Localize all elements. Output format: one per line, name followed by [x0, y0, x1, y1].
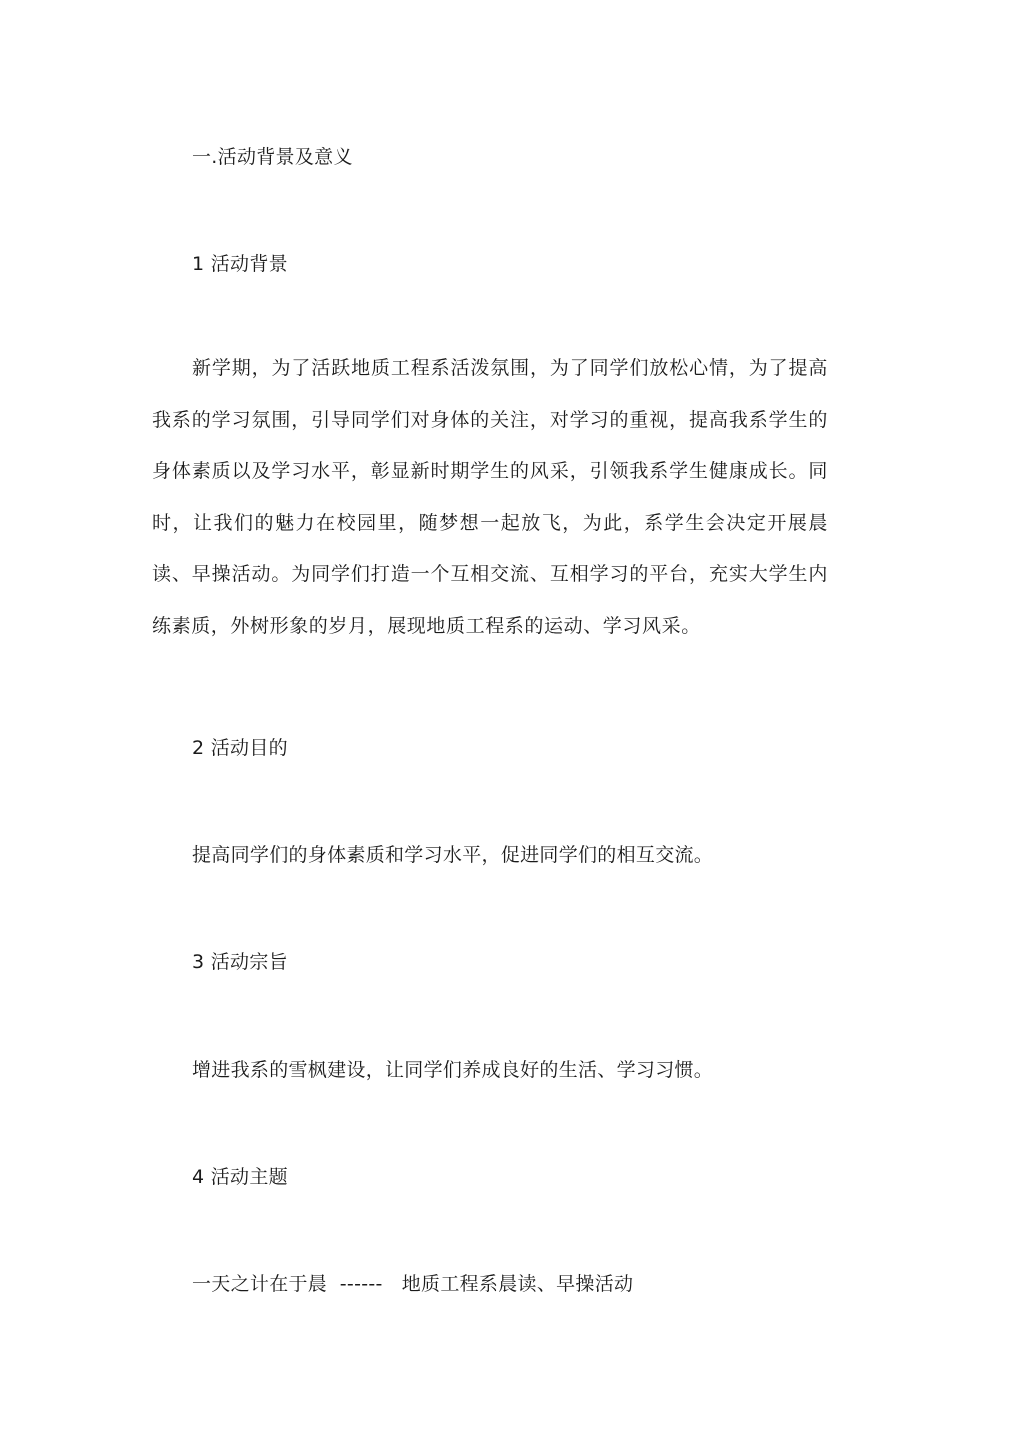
paragraph-activity-theme: 一天之计在于晨 ------ 地质工程系晨读、早操活动 — [192, 1273, 634, 1295]
section-title: 一.活动背景及意义 — [192, 146, 353, 168]
paragraph-activity-purpose: 提高同学们的身体素质和学习水平，促进同学们的相互交流。 — [192, 844, 714, 866]
heading-activity-tenet: 3 活动宗旨 — [192, 951, 288, 973]
paragraph-activity-background: 新学期，为了活跃地质工程系活泼氛围，为了同学们放松心情，为了提高我系的学习氛围，引导同学们对身体的关注，对学习的重视，提高我系学生的身体素质以及学习水平，彰显新时期学生的风采，引领我系学生健康成长。同时，让我们的魅力在校园里，随梦想一起放飞，为此，系学生会决定开展晨读、早操活动。为同学们打造一个互相交流、互相学习的平台，充实大学生内练素质，外树形象的岁月，展现地质工程系的运动、学习风采。 — [152, 357, 828, 637]
paragraph-activity-tenet: 增进我系的雪枫建设，让同学们养成良好的生活、学习习惯。 — [192, 1059, 714, 1081]
heading-activity-theme: 4 活动主题 — [192, 1166, 288, 1188]
heading-activity-purpose: 2 活动目的 — [192, 737, 288, 759]
heading-activity-background: 1 活动背景 — [192, 253, 288, 275]
